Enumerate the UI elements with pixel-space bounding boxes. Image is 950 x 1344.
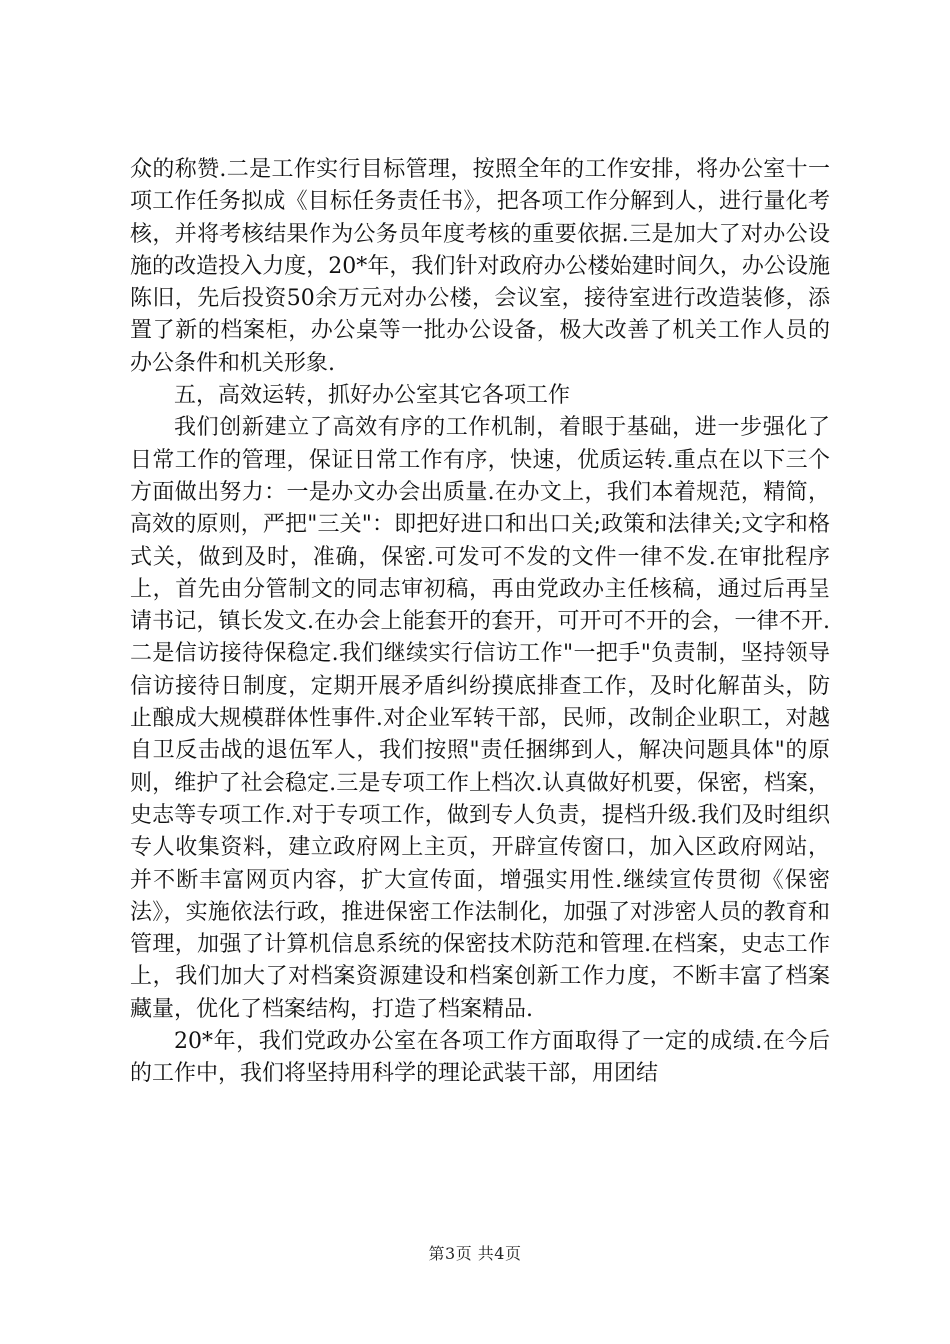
- paragraph-office-management: 众的称赞.二是工作实行目标管理，按照全年的工作安排，将办公室十一项工作任务拟成《目标任务责任书》，把各项工作分解到人，进行量化考核，并将考核结果作为公务员年度考核的重要依据.三是加大了对办公设施的改造投入力度，20*年，我们针对政府办公楼始建时间久，办公设施陈旧，先后投资50余万元对办公楼，会议室，接待室进行改造装修，添置了新的档案柜，办公桌等一批办公设备，极大改善了机关工作人员的办公条件和机关形象.: [130, 157, 830, 376]
- page-footer: 第3页 共4页: [428, 1244, 522, 1263]
- paragraph-work-mechanism: 我们创新建立了高效有序的工作机制，着眼于基础，进一步强化了日常工作的管理，保证日常工作有序，快速，优质运转.重点在以下三个方面做出努力：一是办文办会出质量.在办文上，我们本着规范，精简，高效的原则，严把"三关"：即把好进口和出口关;政策和法律关;文字和格式关，做到及时，准确，保密.可发可不发的文件一律不发.在审批程序上，首先由分管制文的同志审初稿，再由党政办主任核稿，通过后再呈请书记，镇长发文.在办会上能套开的套开，可开可不开的会，一律不开.二是信访接待保稳定.我们继续实行信访工作"一把手"负责制，坚持领导信访接待日制度，定期开展矛盾纠纷摸底排查工作，及时化解苗头，防止酿成大规模群体性事件.对企业军转干部，民师，改制企业职工，对越自卫反击战的退伍军人，我们按照"责任捆绑到人，解决问题具体"的原则，维护了社会稳定.三是专项工作上档次.认真做好机要，保密，档案，史志等专项工作.对于专项工作，做到专人负责，提档升级.我们及时组织专人收集资料，建立政府网上主页，开辟宣传窗口，加入区政府网站，并不断丰富网页内容，扩大宣传面，增强实用性.继续宣传贯彻《保密法》，实施依法行政，推进保密工作法制化，加强了对涉密人员的教育和管理，加强了计算机信息系统的保密技术防范和管理.在档案，史志工作上，我们加大了对档案资源建设和档案创新工作力度，不断丰富了档案藏量，优化了档案结构，打造了档案精品.: [130, 415, 830, 1022]
- document-body: [130, 154, 830, 1091]
- paragraph-conclusion: 20*年，我们党政办公室在各项工作方面取得了一定的成绩.在今后的工作中，我们将坚持用科学的理论武装干部，用团结: [130, 1029, 830, 1087]
- section-heading-five: 五，高效运转，抓好办公室其它各项工作: [174, 383, 571, 409]
